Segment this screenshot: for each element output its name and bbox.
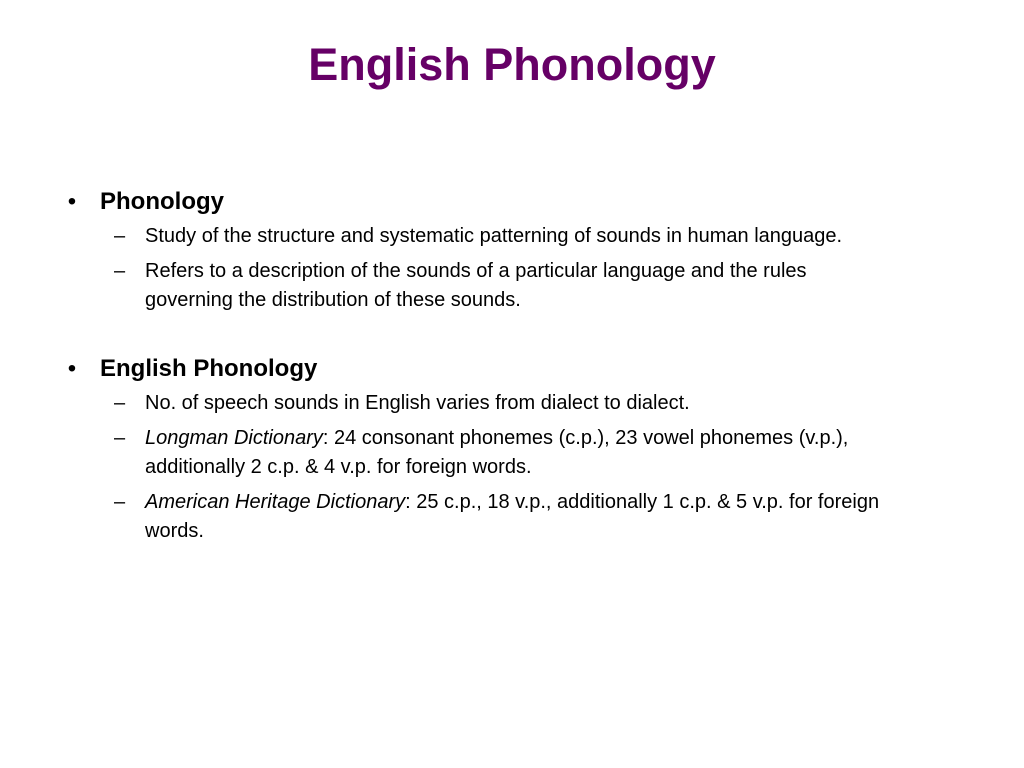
dash-icon: – (114, 392, 126, 414)
bullet-heading (62, 184, 892, 220)
list-item-text: : 25 c.p., 18 v.p., additionally 1 c.p. & 5 v.p. for foreign words. (145, 491, 880, 542)
section-phonology (62, 184, 892, 315)
bullet-heading-text: Phonology (100, 188, 224, 215)
list-item (62, 424, 892, 482)
sub-list (62, 389, 892, 546)
sub-list (62, 222, 892, 315)
list-item-text: : 24 consonant phonemes (c.p.), 23 vowel phonemes (v.p.), additionally 2 c.p. & 4 v.p. for foreign words. (145, 427, 849, 478)
list-item (62, 389, 892, 418)
list-item-text: Refers to a description of the sounds of a particular language and the rules governing the distribution of these sounds. (145, 260, 807, 311)
slide-body (62, 184, 892, 582)
dash-icon: – (114, 225, 126, 247)
bullet-heading (62, 351, 892, 387)
dictionary-name: Longman Dictionary (145, 427, 323, 449)
list-item (62, 488, 892, 546)
dash-icon: – (114, 491, 126, 513)
bullet-icon: • (67, 355, 77, 382)
bullet-icon: • (67, 188, 77, 215)
bullet-heading-text: English Phonology (100, 355, 318, 382)
slide-title: English Phonology (308, 39, 716, 90)
section-english-phonology (62, 351, 892, 546)
dash-icon: – (114, 427, 126, 449)
list-item-text: Study of the structure and systematic patterning of sounds in human language. (145, 225, 843, 247)
dash-icon: – (114, 260, 126, 282)
dictionary-name: American Heritage Dictionary (145, 491, 406, 513)
list-item (62, 222, 892, 251)
list-item (62, 257, 892, 315)
list-item-text: No. of speech sounds in English varies from dialect to dialect. (145, 392, 690, 414)
